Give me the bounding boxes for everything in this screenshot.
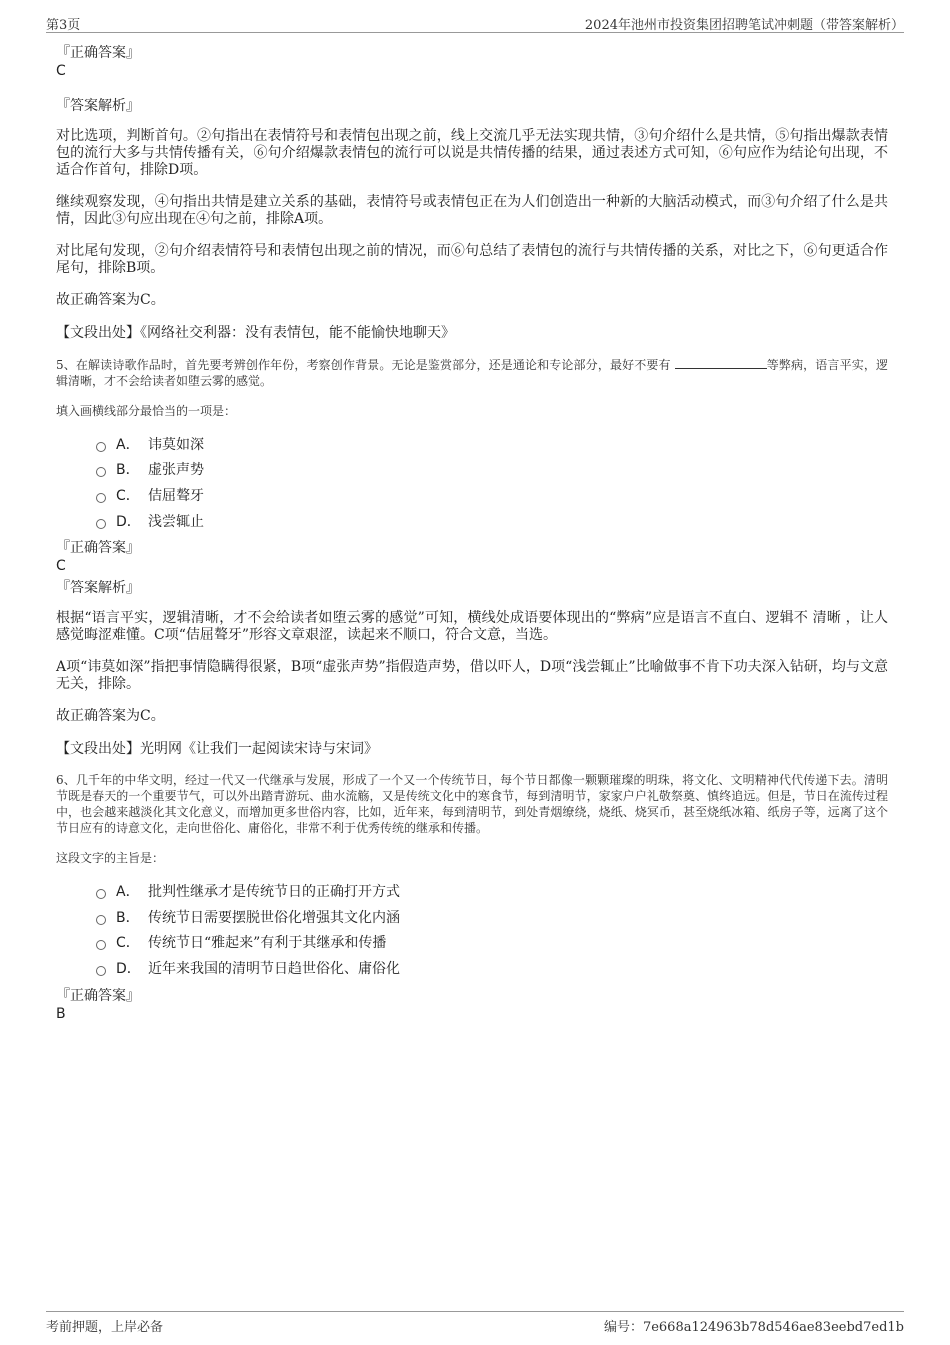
source-citation: 【文段出处】《网络社交利器：没有表情包，能不能愉快地聊天》 [56,325,455,341]
option-list [56,878,888,980]
document-body [56,44,888,1023]
analysis-paragraph: 对比选项，判断首句。②句指出在表情符号和表情包出现之前，线上交流几乎无法实现共情，③句介绍什么是共情，⑤句指出爆款表情包的流行大多与共情传播有关，⑥句介绍爆款表情包的流行可以说是共情传播的结果，通过表述方式可知，⑥句应作为结论句出现，不适合作首句，排除D项。 [56,128,888,178]
radio-icon[interactable] [96,493,106,503]
fill-blank [675,356,767,369]
radio-icon[interactable] [96,940,106,950]
document-title: 2024年池州市投资集团招聘笔试冲刺题（带答案解析） [584,18,904,33]
radio-icon[interactable] [96,889,106,899]
question-prompt: 这段文字的主旨是： [56,851,165,866]
analysis-paragraph: 对比尾句发现，②句介绍表情符号和表情包出现之前的情况，而⑥句总结了表情包的流行与共情传播的关系，对比之下，⑥句更适合作尾句，排除B项。 [56,243,888,276]
answer-label: 『正确答案』 [56,540,140,557]
analysis-paragraph: A项“讳莫如深”指把事情隐瞒得很紧，B项“虚张声势”指假造声势，借以吓人，D项“浅尝辄止”比喻做事不肯下功夫深入钻研，均与文意无关，排除。 [56,659,888,693]
option-d[interactable]: D． 近年来我国的清明节日趋世俗化、庸俗化 [96,955,888,981]
option-a[interactable]: A． 批判性继承才是传统节日的正确打开方式 [96,878,888,904]
question-stem-before: 5、在解读诗歌作品时，首先要考辨创作年份，考察创作背景。无论是鉴赏部分，还是通论和专论部分，最好不要有 [56,358,671,372]
answer-label: 『正确答案』 [56,987,140,1004]
question-stem [56,356,888,389]
answer-value: C [56,63,66,79]
question-prompt: 填入画横线部分最恰当的一项是： [56,404,237,418]
option-c[interactable]: C． 佶屈聱牙 [96,482,888,508]
analysis-paragraph: 根据“语言平实，逻辑清晰，才不会给读者如堕云雾的感觉”可知，横线处成语要体现出的“弊病”应是语言不直白、逻辑不 清晰 ，让人感觉晦涩难懂。C项“佶屈聱牙”形容文章艰涩，读起来不顺口，符合文意，当选。 [56,610,888,644]
question-stem-after: 等弊病，语言平实，逻辑清晰，才不会给读者如堕云雾的感觉。 [56,358,888,388]
answer-value: B [56,1005,66,1022]
page-header [46,12,904,33]
option-a[interactable]: A． 讳莫如深 [96,431,888,457]
analysis-label: 『答案解析』 [56,580,140,597]
option-d[interactable]: D． 浅尝辄止 [96,508,888,534]
source-citation: 【文段出处】光明网《让我们一起阅读宋诗与宋词》 [56,741,378,758]
analysis-conclusion: 故正确答案为C。 [56,292,165,308]
answer-label: 『正确答案』 [56,45,140,61]
analysis-paragraph: 继续观察发现，④句指出共情是建立关系的基础，表情符号或表情包正在为人们创造出一种新的大脑活动模式，而③句介绍了什么是共情，因此③句应出现在④句之前，排除A项。 [56,194,888,227]
option-list [56,431,888,533]
radio-icon[interactable] [96,966,106,976]
analysis-conclusion: 故正确答案为C。 [56,708,165,725]
question-stem: 6、几千年的中华文明，经过一代又一代继承与发展，形成了一个又一个传统节日，每个节日都像一颗颗璀璨的明珠，将文化、文明精神代代传递下去。清明节既是春天的一个重要节气，可以外出踏青游玩、曲水流觞，又是传统文化中的寒食节，每到清明节，家家户户礼敬祭奠、慎终追远。但是，节日在流传过程中，也会越来越淡化其文化意义，而增加更多世俗内容，比如，近年来，每到清明节，到处青烟缭绕，烧纸、烧冥币，甚至烧纸冰箱、纸房子等，远离了这个节日应有的诗意文化，走向世俗化、庸俗化，非常不利于优秀传统的继承和传播。 [56,773,888,836]
option-b[interactable]: B． 传统节日需要摆脱世俗化增强其文化内涵 [96,904,888,930]
radio-icon[interactable] [96,915,106,925]
radio-icon[interactable] [96,519,106,529]
option-b[interactable]: B． 虚张声势 [96,457,888,483]
analysis-label: 『答案解析』 [56,98,140,114]
radio-icon[interactable] [96,467,106,477]
option-c[interactable]: C． 传统节日“雅起来”有利于其继承和传播 [96,930,888,956]
footer-slogan: 考前押题，上岸必备 [46,1320,164,1335]
document-code: 编号：7e668a124963b78d546ae83eebd7ed1b [603,1320,904,1335]
radio-icon[interactable] [96,442,106,452]
answer-value: C [56,558,66,575]
page-footer [46,1311,904,1336]
page-number: 第3页 [46,18,81,33]
